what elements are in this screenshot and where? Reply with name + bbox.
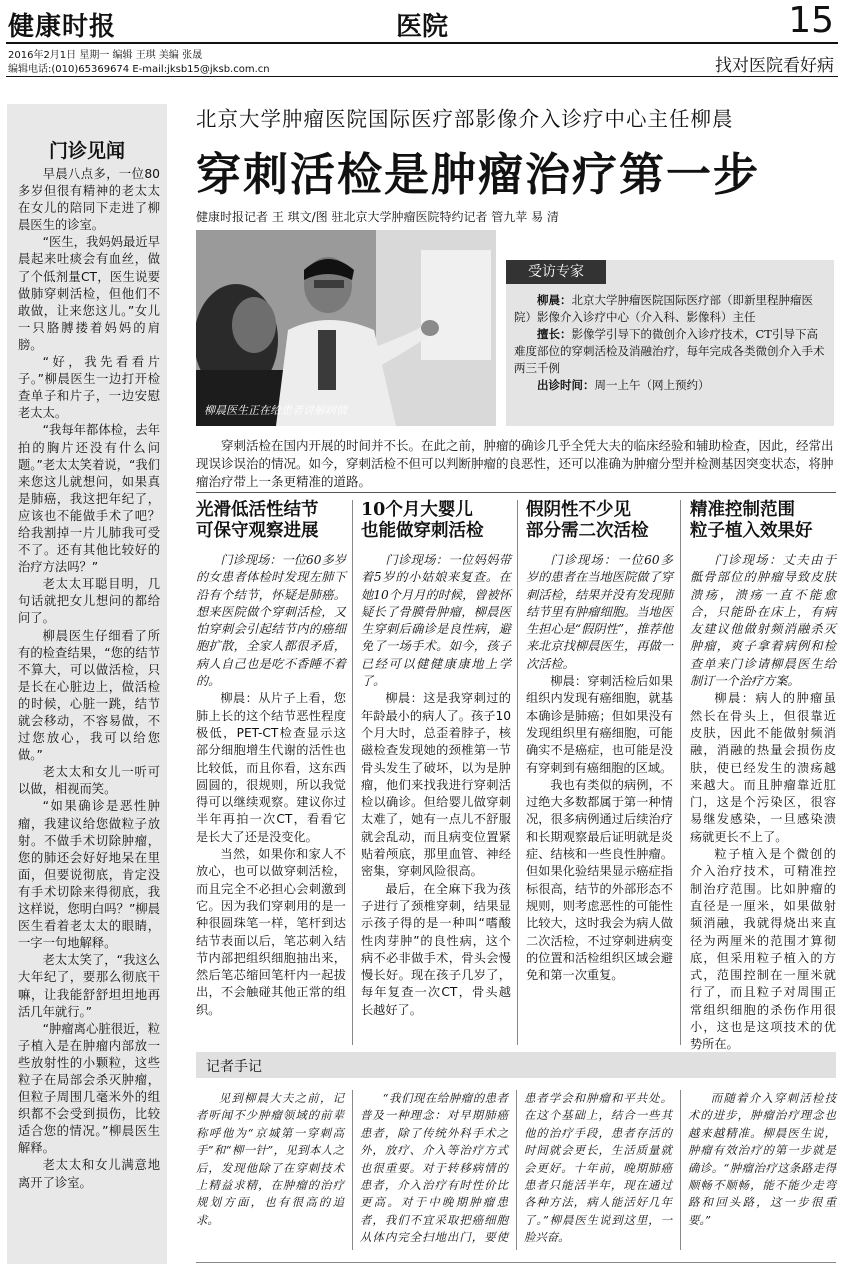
sidebar-paragraph: “医生，我妈妈最近早晨起来吐痰会有血丝，做了个低剂量CT，医生说要做肺穿刺活检，但他们不敢做，让来您这儿。”女儿一只胳膊搂着妈妈的肩膀。 — [18, 235, 160, 352]
column-2-heading — [361, 500, 511, 542]
sidebar-paragraph: “肿瘤离心脏很近，粒子植入是在肿瘤内部放一些放射性的小颗粒，这些粒子在局部会杀灭肿瘤，但粒子周围几毫米外的组织都不会受到损伤，比较适合您的情况。”柳晨医生解释。 — [18, 1021, 160, 1156]
column-2-heading-line1: 10个月大婴儿 — [361, 500, 473, 520]
column-3-heading-line2: 部分需二次活检 — [526, 521, 649, 541]
column-1-body — [196, 552, 346, 1019]
column-2 — [361, 500, 511, 1019]
column-3-heading — [526, 500, 673, 542]
notes-paragraph: “我们现在给肿瘤的患者普及一种理念：对早期肺癌患者，除了传统外科手术之外，放疗、介入等治疗方式也很重要。对于转移病情的患者，介入治疗有时性价比更高。对于中晚期肿瘤患者，我们不宜采取把癌细胞从体内完全扫地出门，要使患者学会和肿瘤和平共处。在这个基础上，结合一些其他的治疗手段，患者存活的时间就会更长，生活质量就会更好。十年前，晚期肺癌患者只能活半年，现在通过各种方法，病人能活好几年了。”柳晨医生说到这里，一脸兴奋。 — [360, 1091, 672, 1245]
newspaper-logo: 健康时报 — [8, 12, 117, 42]
column-4-scene: 丈夫由于骶骨部位的肿瘤导致皮肤溃疡，溃疡一直不能愈合，只能卧在床上，有病友建议他做射频消融杀灭肿瘤，爽子拿着病例和检查单来门诊请柳晨医生给制订一个治疗方案。 — [690, 553, 837, 689]
column-2-scene-label: 门诊现场： — [385, 553, 449, 567]
expert-box-content — [514, 292, 826, 394]
sidebar-paragraph: “如果确诊是恶性肿瘤，我建议给您做粒子放射。不做手术切除肿瘤，您的肺还会好好地呆在里面，但要说彻底，肯定没有手术切除来得彻底，我这样说，您明白吗？”柳晨医生看着老太太的眼睛，一字一句地解释。 — [18, 799, 160, 951]
section-slogan: 找对医院看好病 — [715, 56, 834, 76]
article-photo — [196, 230, 496, 426]
column-4-heading — [690, 500, 836, 542]
sidebar-paragraph: “好，我先看看片子。”柳晨医生一边打开检查单子和片子，一边安慰老太太。 — [18, 355, 160, 421]
sidebar-title: 门诊见闻 — [48, 140, 125, 162]
bottom-rule — [196, 1262, 836, 1263]
article-byline: 健康时报记者 王 琪文/图 驻北京大学肿瘤医院特约记者 管九苹 易 清 — [196, 210, 559, 224]
sidebar-paragraph: 老太太笑了，“我这么大年纪了，要那么彻底干嘛，让我能舒舒坦坦地再活几年就行。” — [18, 953, 160, 1019]
column-divider — [517, 500, 518, 1045]
column-2-scene: 一位妈妈带着5岁的小姑娘来复查。在她10个月月的时候，曾被怀疑长了骨膜骨肿瘤，柳晨医生穿刺后确诊是良性病，避免了一场手术。如今，孩子已经可以健健康康地上学了。 — [361, 553, 512, 689]
column-3 — [526, 500, 673, 984]
column-4-paragraph: 粒子植入是个微创的介入治疗技术，可精准控制治疗范围。比如肿瘤的直径是一厘米，如果做射频消融，我就得烧出来直径为两厘米的范围才算彻底，但采用粒子植入的方式，范围控制在一厘米就行了，而且粒子对周围正常组织细胞的杀伤作用很小，这也是这项技术的优势所在。 — [690, 847, 836, 1052]
notes-header-bar — [196, 1052, 836, 1078]
expert-skill-label: 擅长： — [537, 327, 572, 341]
column-4-scene-label: 门诊现场： — [714, 553, 783, 567]
photo-caption: 柳晨医生正在给患者讲解病情 — [204, 404, 347, 417]
column-2-paragraph: 柳晨：这是我穿刺过的年龄最小的病人了。孩子10个月大时，总歪着脖子，核磁检查发现她的颈椎第一节骨头发生了破坏，以为是肿瘤，他们来找我进行穿刺活检以确诊。但给婴儿做穿刺太难了，她有一点儿不舒服就会乱动，而且病变位置紧贴着颅底，那里血管、神经密集，穿刺风险很高。 — [361, 691, 511, 879]
expert-time-text: 周一上午（网上预约） — [594, 378, 710, 392]
sidebar-paragraph: “我每年都体检，去年拍的胸片还没有什么问题。”老太太笑着说，“我们来您这儿就想问，如果真是肺癌，我这把年纪了，应该也不能做手术了吧？给我割掉一片儿肺我可受不了。还有其他比较好的治疗方法吗？” — [18, 423, 160, 575]
page-number: 15 — [788, 0, 834, 41]
column-4 — [690, 500, 836, 1054]
column-divider — [352, 500, 353, 1045]
expert-box-tag: 受访专家 — [506, 260, 606, 284]
article-kicker: 北京大学肿瘤医院国际医疗部影像介入诊疗中心主任柳晨 — [196, 107, 734, 131]
column-1-scene: 一位60多岁的女患者体检时发现左肺下沿有个结节，怀疑是肺癌。想来医院做个穿刺活检，又怕穿刺会引起结节内的癌细胞扩散，全家人都很矛盾，病人自己也是吃不香睡不着的。 — [196, 553, 347, 689]
notes-title: 记者手记 — [206, 1059, 262, 1075]
article-intro: 穿刺活检在国内开展的时间并不长。在此之前，肿瘤的确诊几乎全凭大夫的临床经验和辅助检查，因此，经常出现误诊误治的情况。如今，穿刺活检不但可以判断肿瘤的良恶性，还可以准确为肿瘤分型并检测基因突变状态，将肿瘤治疗带上一条更精准的道路。 — [196, 438, 834, 489]
column-1 — [196, 500, 346, 1019]
column-2-heading-line2: 也能做穿刺活检 — [361, 521, 484, 541]
header-rule-bottom — [6, 76, 838, 77]
editor-contact: 编辑电话:(010)65369674 E-mail:jksb15@jksb.com.cn — [8, 64, 270, 75]
sidebar-paragraph: 老太太和女儿满意地离开了诊室。 — [18, 1158, 160, 1190]
doctor-patient-photo — [196, 230, 496, 426]
section-title: 医院 — [395, 12, 448, 42]
column-4-body — [690, 552, 836, 1054]
sidebar-paragraph: 老太太耳聪目明，几句话就把女儿想问的都给问了。 — [18, 577, 160, 626]
section-divider — [196, 492, 836, 493]
column-4-heading-line1: 精准控制范围 — [690, 500, 795, 520]
expert-skill-text: 影像学引导下的微创介入诊疗技术，CT引导下高难度部位的穿刺活检及消融治疗，每年完成各类微创介入手术两三千例 — [514, 327, 825, 375]
column-3-paragraph: 柳晨：穿刺活检后如果组织内发现有癌细胞，就基本确诊是肺癌；但如果没有发现组织里有癌细胞，可能确实不是癌症，也可能是没有穿刺到有癌细胞的区域。 — [526, 674, 673, 775]
column-2-body — [361, 552, 511, 1019]
expert-time-label: 出诊时间： — [537, 378, 595, 392]
notes-body — [196, 1090, 836, 1250]
column-2-paragraph: 最后，在全麻下我为孩子进行了颈椎穿刺，结果显示孩子得的是一种叫“嗜酸性肉芽肿”的良性病，这个病不必非做手术，骨头会慢慢长好。现在孩子几岁了，每年复查一次CT，骨头越长越好了。 — [361, 881, 511, 1017]
column-1-scene-label: 门诊现场： — [220, 553, 282, 567]
column-divider — [680, 500, 681, 1045]
expert-name-label: 柳晨： — [537, 293, 572, 307]
sidebar-paragraph: 早晨八点多，一位80多岁但很有精神的老太太在女儿的陪同下走进了柳晨医生的诊室。 — [18, 167, 160, 233]
column-1-paragraph: 柳晨：从片子上看，您肺上长的这个结节恶性程度极低，PET-CT检查显示这部分细胞增生代谢的活性也比较低，而且你看，这东西圆圆的，很规则，所以我觉得可以继续观察。建议你过半年再拍一次CT，看看它是长大了还是没变化。 — [196, 691, 346, 844]
column-1-heading — [196, 500, 346, 542]
column-3-body — [526, 552, 673, 984]
notes-paragraph: 而随着介入穿刺活检技术的进步，肿瘤治疗理念也越来越精准。柳晨医生说，肿瘤有效治疗的第一步就是确诊。“肿瘤治疗这条路走得顺畅不顺畅，能不能少走弯路和回头路，这一步很重要。” — [688, 1091, 836, 1227]
column-1-paragraph: 当然，如果你和家人不放心，也可以做穿刺活检，而且完全不必担心会刺激到它。因为我们穿刺用的是一种很圆珠笔一样，笔杆到达结节表面以后，笔芯刺入结节内部把组织细胞抽出来，然后笔芯缩回笔杆内一起拔出，不会触碰其他正常的组织。 — [196, 847, 346, 1017]
column-3-scene-label: 门诊现场： — [550, 553, 618, 567]
expert-name-text: 北京大学肿瘤医院国际医疗部（即新里程肿瘤医院）影像介入诊疗中心（介入科、影像科）主任 — [514, 293, 813, 324]
issue-info: 2016年2月1日 星期一 编辑 王琪 美编 张晟 — [8, 50, 203, 61]
column-1-heading-line2: 可保守观察进展 — [196, 521, 319, 541]
column-3-scene: 一位60多岁的患者在当地医院做了穿刺活检，结果并没有发现肺结节里有肿瘤细胞。当地医生担心是“假阴性”，推荐他来北京找柳晨医生，再做一次活检。 — [526, 553, 673, 671]
article-headline: 穿刺活检是肿瘤治疗第一步 — [196, 148, 761, 201]
column-1-heading-line1: 光滑低活性结节 — [196, 500, 319, 520]
header-rule — [6, 42, 838, 44]
column-4-paragraph: 柳晨：病人的肿瘤虽然长在骨头上，但很靠近皮肤，因此不能做射频消融，消融的热量会损伤皮肤，使已经发生的溃疡越来越大。而且肿瘤靠近肛门，这是个污染区，很容易继发感染，一旦感染溃疡就更长不上了。 — [690, 691, 836, 844]
column-4-heading-line2: 粒子植入效果好 — [690, 521, 813, 541]
notes-paragraph: 见到柳晨大夫之前，记者听闻不少肿瘤领域的前辈称呼他为“京城第一穿刺高手”和“柳一针”，见到本人之后，发现他除了在穿刺技术上精益求精，在肿瘤的治疗规划方面，也有很高的追求。 — [196, 1091, 344, 1227]
column-3-paragraph: 我也有类似的病例，不过绝大多数都属于第一种情况，很多病例通过后续治疗和长期观察最后证明就是炎症、结核和一些良性肿瘤。但如果化验结果显示癌症指标很高，结节的外部形态不规则，则考虑恶性的可能性比较大，这时我会为病人做二次活检，不过穿刺进病变的位置和活检组织区域会避免和第一次重复。 — [526, 777, 673, 983]
sidebar-story — [18, 166, 160, 1192]
sidebar-paragraph: 老太太和女儿一听可以做，相视而笑。 — [18, 765, 160, 797]
column-3-heading-line1: 假阴性不少见 — [526, 500, 631, 520]
sidebar-paragraph: 柳晨医生仔细看了所有的检查结果，“您的结节不算大，可以做活检，只是长在心脏边上，做活检的时候，心脏一跳，结节就会移动，不容易做，不过您放心，我可以给您做。” — [18, 628, 160, 763]
